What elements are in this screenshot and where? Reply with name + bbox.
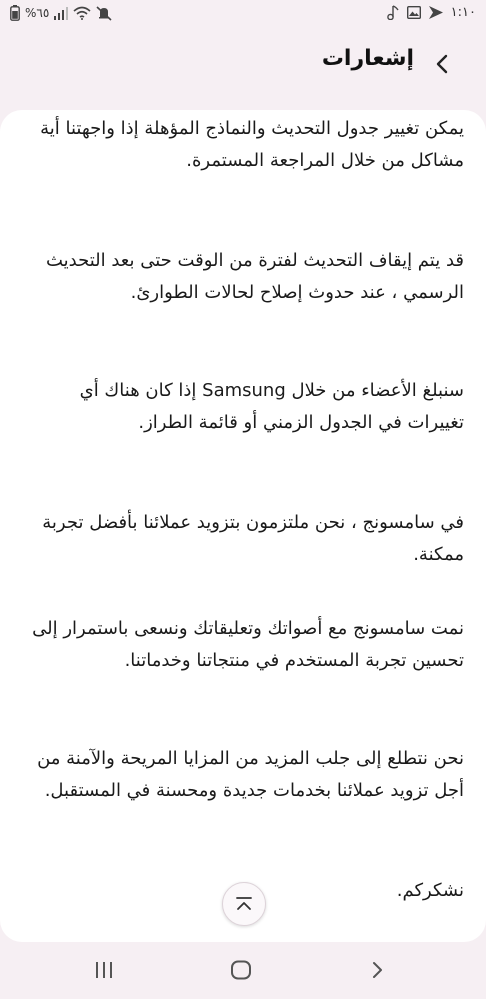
chevron-icon (435, 54, 449, 74)
scroll-to-top-button[interactable] (222, 882, 266, 926)
signal-icon (54, 7, 68, 20)
scroll-to-top-icon (235, 896, 253, 912)
page-title: إشعارات (321, 46, 414, 71)
status-right (387, 5, 476, 20)
battery-icon (10, 5, 20, 21)
paragraph-1: يمكن تغيير جدول التحديث والنماذج المؤهلة إذا واجهتنا أية مشاكل من خلال المراجعة المستمرة. (40, 118, 464, 171)
paragraph-4: في سامسونج ، نحن ملتزمون بتزويد عملائنا بأفضل تجربة ممكنة. (42, 512, 464, 565)
home-button[interactable] (226, 956, 256, 984)
paragraph-6: نحن نتطلع إلى جلب المزيد من المزايا المريحة والآمنة من أجل تزويد عملائنا بخدمات جديدة ومحسنة في المستقبل. (37, 748, 464, 801)
gallery-icon (407, 6, 421, 19)
status-left (10, 5, 112, 21)
wifi-icon (73, 6, 91, 20)
recent-apps-button[interactable] (89, 956, 119, 984)
flag-icon (429, 6, 443, 19)
recent-apps-icon (94, 961, 114, 979)
back-icon (370, 960, 384, 980)
content-card (0, 110, 486, 942)
back-button[interactable] (426, 48, 458, 80)
paragraph-3: سنبلغ الأعضاء من خلال Samsung إذا كان هناك أي تغييرات في الجدول الزمني أو قائمة الطراز. (79, 380, 464, 433)
status-time: ١:١٠ (450, 5, 476, 20)
battery-percentage: %٦٥ (25, 6, 50, 20)
header (0, 30, 486, 110)
mute-icon (96, 6, 112, 21)
music-note-icon (387, 5, 399, 20)
back-nav-button[interactable] (362, 956, 392, 984)
status-bar (0, 0, 486, 30)
paragraph-5: نمت سامسونج مع أصواتك وتعليقاتك ونسعى باستمرار إلى تحسين تجربة المستخدم في منتجاتنا وخدماتنا. (32, 618, 464, 671)
navigation-bar (0, 942, 486, 999)
paragraph-7: نشكركم. (396, 880, 464, 901)
home-icon (230, 960, 252, 980)
paragraph-2: قد يتم إيقاف التحديث لفترة من الوقت حتى بعد التحديث الرسمي ، عند حدوث إصلاح لحالات الطوارئ. (45, 250, 464, 303)
